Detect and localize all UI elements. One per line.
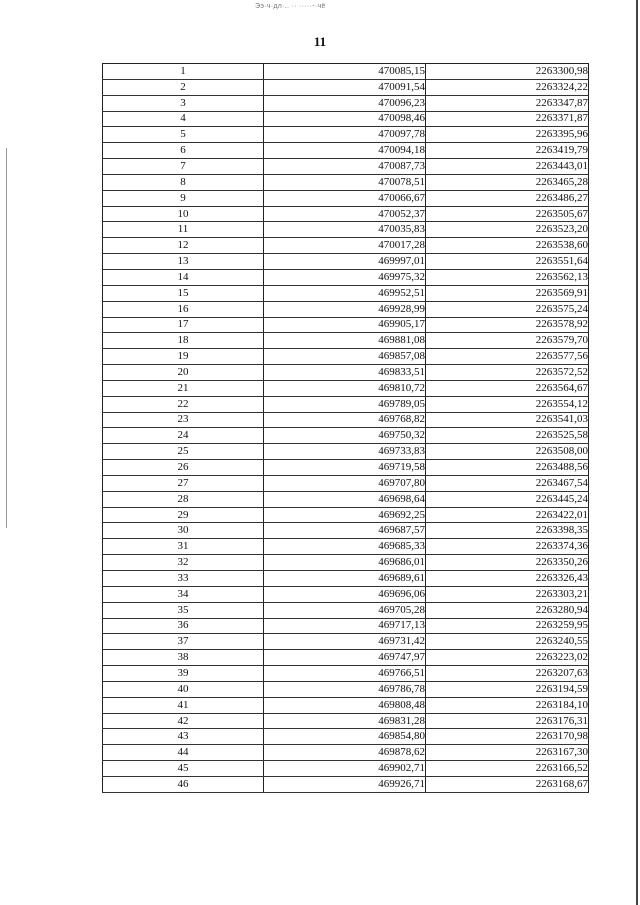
- y-coordinate-cell: 2263350,26: [426, 555, 589, 571]
- y-coordinate-cell: 2263554,12: [426, 396, 589, 412]
- point-number-cell: 40: [103, 681, 264, 697]
- table-row: [103, 301, 589, 317]
- x-coordinate-cell: 469878,62: [264, 745, 426, 761]
- point-number-cell: 38: [103, 650, 264, 666]
- point-number-cell: 16: [103, 301, 264, 317]
- table-row: [103, 365, 589, 381]
- x-coordinate-cell: 470094,18: [264, 143, 426, 159]
- x-coordinate-cell: 469687,57: [264, 523, 426, 539]
- x-coordinate-cell: 469698,64: [264, 491, 426, 507]
- y-coordinate-cell: 2263166,52: [426, 761, 589, 777]
- x-coordinate-cell: 469747,97: [264, 650, 426, 666]
- point-number-cell: 33: [103, 571, 264, 587]
- y-coordinate-cell: 2263572,52: [426, 365, 589, 381]
- x-coordinate-cell: 469905,17: [264, 317, 426, 333]
- point-number-cell: 36: [103, 618, 264, 634]
- table-row: [103, 190, 589, 206]
- y-coordinate-cell: 2263505,67: [426, 206, 589, 222]
- y-coordinate-cell: 2263577,56: [426, 349, 589, 365]
- x-coordinate-cell: 469789,05: [264, 396, 426, 412]
- point-number-cell: 10: [103, 206, 264, 222]
- y-coordinate-cell: 2263575,24: [426, 301, 589, 317]
- table-row: [103, 776, 589, 792]
- table-row: [103, 127, 589, 143]
- point-number-cell: 13: [103, 254, 264, 270]
- table-row: [103, 634, 589, 650]
- point-number-cell: 29: [103, 507, 264, 523]
- y-coordinate-cell: 2263170,98: [426, 729, 589, 745]
- y-coordinate-cell: 2263324,22: [426, 79, 589, 95]
- x-coordinate-cell: 469750,32: [264, 428, 426, 444]
- point-number-cell: 17: [103, 317, 264, 333]
- point-number-cell: 3: [103, 95, 264, 111]
- y-coordinate-cell: 2263326,43: [426, 571, 589, 587]
- table-row: [103, 269, 589, 285]
- x-coordinate-cell: 469696,06: [264, 586, 426, 602]
- table-row: [103, 523, 589, 539]
- y-coordinate-cell: 2263167,30: [426, 745, 589, 761]
- x-coordinate-cell: 470096,23: [264, 95, 426, 111]
- point-number-cell: 14: [103, 269, 264, 285]
- table-row: [103, 159, 589, 175]
- point-number-cell: 18: [103, 333, 264, 349]
- x-coordinate-cell: 469692,25: [264, 507, 426, 523]
- y-coordinate-cell: 2263184,10: [426, 697, 589, 713]
- point-number-cell: 5: [103, 127, 264, 143]
- point-number-cell: 2: [103, 79, 264, 95]
- table-row: [103, 681, 589, 697]
- point-number-cell: 37: [103, 634, 264, 650]
- y-coordinate-cell: 2263541,03: [426, 412, 589, 428]
- table-row: [103, 222, 589, 238]
- y-coordinate-cell: 2263562,13: [426, 269, 589, 285]
- x-coordinate-cell: 469928,99: [264, 301, 426, 317]
- y-coordinate-cell: 2263578,92: [426, 317, 589, 333]
- point-number-cell: 1: [103, 64, 264, 80]
- x-coordinate-cell: 469685,33: [264, 539, 426, 555]
- y-coordinate-cell: 2263259,95: [426, 618, 589, 634]
- point-number-cell: 7: [103, 159, 264, 175]
- table-row: [103, 697, 589, 713]
- x-coordinate-cell: 470091,54: [264, 79, 426, 95]
- x-coordinate-cell: 470035,83: [264, 222, 426, 238]
- y-coordinate-cell: 2263207,63: [426, 666, 589, 682]
- table-row: [103, 428, 589, 444]
- table-row: [103, 79, 589, 95]
- y-coordinate-cell: 2263176,31: [426, 713, 589, 729]
- table-row: [103, 571, 589, 587]
- y-coordinate-cell: 2263443,01: [426, 159, 589, 175]
- y-coordinate-cell: 2263569,91: [426, 285, 589, 301]
- table-row: [103, 650, 589, 666]
- page-number: 11: [313, 34, 327, 49]
- point-number-cell: 22: [103, 396, 264, 412]
- y-coordinate-cell: 2263168,67: [426, 776, 589, 792]
- y-coordinate-cell: 2263280,94: [426, 602, 589, 618]
- x-coordinate-cell: 469952,51: [264, 285, 426, 301]
- x-coordinate-cell: 469881,08: [264, 333, 426, 349]
- x-coordinate-cell: 469808,48: [264, 697, 426, 713]
- y-coordinate-cell: 2263538,60: [426, 238, 589, 254]
- point-number-cell: 25: [103, 444, 264, 460]
- table-row: [103, 111, 589, 127]
- point-number-cell: 11: [103, 222, 264, 238]
- point-number-cell: 46: [103, 776, 264, 792]
- table-row: [103, 380, 589, 396]
- table-row: [103, 713, 589, 729]
- table-row: [103, 539, 589, 555]
- point-number-cell: 28: [103, 491, 264, 507]
- x-coordinate-cell: 469926,71: [264, 776, 426, 792]
- table-row: [103, 507, 589, 523]
- point-number-cell: 4: [103, 111, 264, 127]
- scan-header-stamp: Ээ·ч·дл·.. ·· ·····-·чё: [255, 3, 326, 10]
- x-coordinate-cell: 469705,28: [264, 602, 426, 618]
- point-number-cell: 34: [103, 586, 264, 602]
- x-coordinate-cell: 470066,67: [264, 190, 426, 206]
- x-coordinate-cell: 469686,01: [264, 555, 426, 571]
- point-number-cell: 32: [103, 555, 264, 571]
- y-coordinate-cell: 2263488,56: [426, 460, 589, 476]
- x-coordinate-cell: 470017,28: [264, 238, 426, 254]
- table-row: [103, 64, 589, 80]
- x-coordinate-cell: 469997,01: [264, 254, 426, 270]
- x-coordinate-cell: 470078,51: [264, 174, 426, 190]
- point-number-cell: 42: [103, 713, 264, 729]
- y-coordinate-cell: 2263194,59: [426, 681, 589, 697]
- y-coordinate-cell: 2263240,55: [426, 634, 589, 650]
- table-row: [103, 555, 589, 571]
- table-row: [103, 254, 589, 270]
- x-coordinate-cell: 470087,73: [264, 159, 426, 175]
- x-coordinate-cell: 469975,32: [264, 269, 426, 285]
- y-coordinate-cell: 2263551,64: [426, 254, 589, 270]
- table-row: [103, 317, 589, 333]
- y-coordinate-cell: 2263223,02: [426, 650, 589, 666]
- table-row: [103, 491, 589, 507]
- table-row: [103, 666, 589, 682]
- right-edge-line: [636, 0, 638, 905]
- table-row: [103, 618, 589, 634]
- point-number-cell: 21: [103, 380, 264, 396]
- point-number-cell: 39: [103, 666, 264, 682]
- y-coordinate-cell: 2263371,87: [426, 111, 589, 127]
- point-number-cell: 45: [103, 761, 264, 777]
- table-row: [103, 206, 589, 222]
- y-coordinate-cell: 2263564,67: [426, 380, 589, 396]
- table-row: [103, 285, 589, 301]
- x-coordinate-cell: 470098,46: [264, 111, 426, 127]
- point-number-cell: 6: [103, 143, 264, 159]
- y-coordinate-cell: 2263465,28: [426, 174, 589, 190]
- x-coordinate-cell: 469733,83: [264, 444, 426, 460]
- point-number-cell: 30: [103, 523, 264, 539]
- point-number-cell: 26: [103, 460, 264, 476]
- x-coordinate-cell: 469833,51: [264, 365, 426, 381]
- point-number-cell: 8: [103, 174, 264, 190]
- point-number-cell: 41: [103, 697, 264, 713]
- x-coordinate-cell: 470097,78: [264, 127, 426, 143]
- y-coordinate-cell: 2263486,27: [426, 190, 589, 206]
- table-row: [103, 460, 589, 476]
- table-row: [103, 238, 589, 254]
- point-number-cell: 35: [103, 602, 264, 618]
- y-coordinate-cell: 2263445,24: [426, 491, 589, 507]
- x-coordinate-cell: 469857,08: [264, 349, 426, 365]
- point-number-cell: 43: [103, 729, 264, 745]
- x-coordinate-cell: 469689,61: [264, 571, 426, 587]
- y-coordinate-cell: 2263419,79: [426, 143, 589, 159]
- x-coordinate-cell: 469786,78: [264, 681, 426, 697]
- table-row: [103, 396, 589, 412]
- table-row: [103, 745, 589, 761]
- y-coordinate-cell: 2263579,70: [426, 333, 589, 349]
- left-edge-line: [6, 148, 7, 528]
- point-number-cell: 9: [103, 190, 264, 206]
- point-number-cell: 31: [103, 539, 264, 555]
- table-row: [103, 95, 589, 111]
- table-row: [103, 333, 589, 349]
- table-row: [103, 444, 589, 460]
- point-number-cell: 12: [103, 238, 264, 254]
- table-row: [103, 761, 589, 777]
- table-row: [103, 174, 589, 190]
- table-row: [103, 729, 589, 745]
- point-number-cell: 15: [103, 285, 264, 301]
- x-coordinate-cell: 469768,82: [264, 412, 426, 428]
- y-coordinate-cell: 2263303,21: [426, 586, 589, 602]
- x-coordinate-cell: 469854,80: [264, 729, 426, 745]
- table-row: [103, 412, 589, 428]
- y-coordinate-cell: 2263398,35: [426, 523, 589, 539]
- table-row: [103, 475, 589, 491]
- y-coordinate-cell: 2263422,01: [426, 507, 589, 523]
- point-number-cell: 44: [103, 745, 264, 761]
- coordinates-table: [102, 63, 589, 793]
- x-coordinate-cell: 470052,37: [264, 206, 426, 222]
- point-number-cell: 24: [103, 428, 264, 444]
- x-coordinate-cell: 469717,13: [264, 618, 426, 634]
- x-coordinate-cell: 469707,80: [264, 475, 426, 491]
- point-number-cell: 27: [103, 475, 264, 491]
- x-coordinate-cell: 469766,51: [264, 666, 426, 682]
- y-coordinate-cell: 2263525,58: [426, 428, 589, 444]
- x-coordinate-cell: 469731,42: [264, 634, 426, 650]
- y-coordinate-cell: 2263523,20: [426, 222, 589, 238]
- x-coordinate-cell: 470085,15: [264, 64, 426, 80]
- y-coordinate-cell: 2263347,87: [426, 95, 589, 111]
- x-coordinate-cell: 469831,28: [264, 713, 426, 729]
- y-coordinate-cell: 2263508,00: [426, 444, 589, 460]
- table-row: [103, 143, 589, 159]
- x-coordinate-cell: 469902,71: [264, 761, 426, 777]
- point-number-cell: 19: [103, 349, 264, 365]
- y-coordinate-cell: 2263300,98: [426, 64, 589, 80]
- table-row: [103, 602, 589, 618]
- coordinates-table-body: [103, 64, 589, 793]
- table-row: [103, 349, 589, 365]
- table-row: [103, 586, 589, 602]
- point-number-cell: 20: [103, 365, 264, 381]
- x-coordinate-cell: 469719,58: [264, 460, 426, 476]
- y-coordinate-cell: 2263395,96: [426, 127, 589, 143]
- y-coordinate-cell: 2263374,36: [426, 539, 589, 555]
- x-coordinate-cell: 469810,72: [264, 380, 426, 396]
- point-number-cell: 23: [103, 412, 264, 428]
- y-coordinate-cell: 2263467,54: [426, 475, 589, 491]
